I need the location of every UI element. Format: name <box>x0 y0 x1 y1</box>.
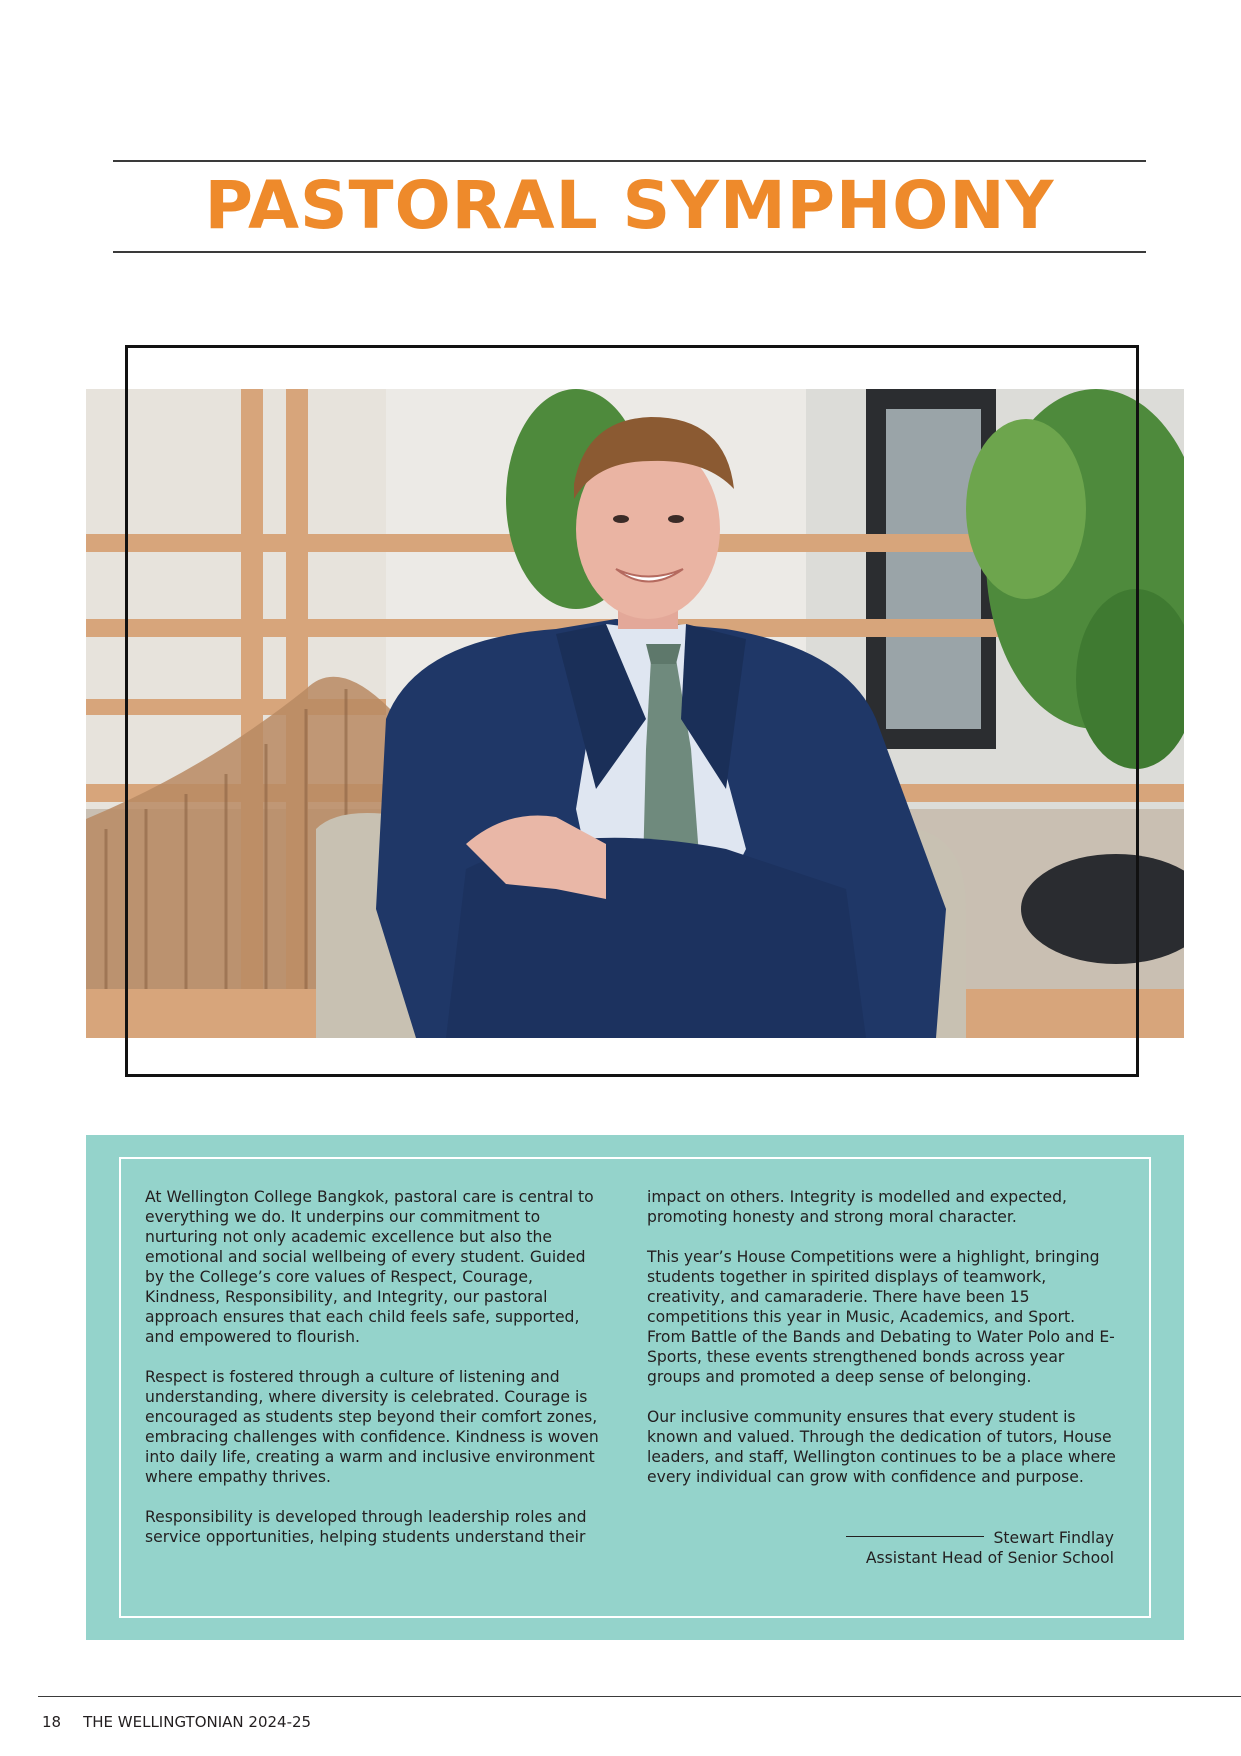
page-title: PASTORAL SYMPHONY <box>204 167 1055 244</box>
title-top-rule <box>113 160 1146 162</box>
signature-line <box>846 1536 984 1537</box>
article-panel <box>86 1135 1184 1640</box>
title-bottom-rule <box>113 251 1146 253</box>
article-paragraph: This year’s House Competitions were a highlight, bringing students together in spirited displays of teamwork, creativity, and camaraderie. There have been 15 competitions this year in Music, Academics, and Sport. From Battle of the Bands and Debating to Water Polo and E-Sports, these events strengthened bonds across year groups and promoted a deep sense of belonging. <box>647 1248 1115 1386</box>
article-paragraph: Our inclusive community ensures that every student is known and valued. Through the dedication of tutors, House leaders, and staff, Wellington continues to be a place where every individual can grow with confidence and purpose. <box>647 1408 1116 1486</box>
article-left-column <box>145 1187 605 1567</box>
author-name: Stewart Findlay <box>993 1529 1114 1547</box>
author-signature <box>846 1528 1114 1568</box>
footer-rule <box>38 1696 1241 1697</box>
article-right-column <box>647 1187 1117 1507</box>
publication-name: THE WELLINGTONIAN 2024-25 <box>83 1713 312 1731</box>
portrait-photo <box>86 389 1184 1038</box>
article-paragraph: impact on others. Integrity is modelled and expected, promoting honesty and strong moral character. <box>647 1188 1067 1226</box>
article-paragraph: At Wellington College Bangkok, pastoral care is central to everything we do. It underpins our commitment to nurturing not only academic excellence but also the emotional and social wellbeing of every student. Guided by the College’s core values of Respect, Courage, Kindness, Responsibility, and Integrity, our pastoral approach ensures that each child feels safe, supported, and empowered to flourish. <box>145 1188 594 1346</box>
article-paragraph: Respect is fostered through a culture of listening and understanding, where diversity is celebrated. Courage is encouraged as students step beyond their comfort zones, embracing challenges with confidence. Kindness is woven into daily life, creating a warm and inclusive environment where empathy thrives. <box>145 1368 599 1486</box>
page-number: 18 <box>42 1713 62 1731</box>
article-paragraph: Responsibility is developed through leadership roles and service opportunities, helping students understand their <box>145 1508 587 1546</box>
page-footer <box>42 1713 311 1731</box>
author-role: Assistant Head of Senior School <box>865 1549 1114 1567</box>
